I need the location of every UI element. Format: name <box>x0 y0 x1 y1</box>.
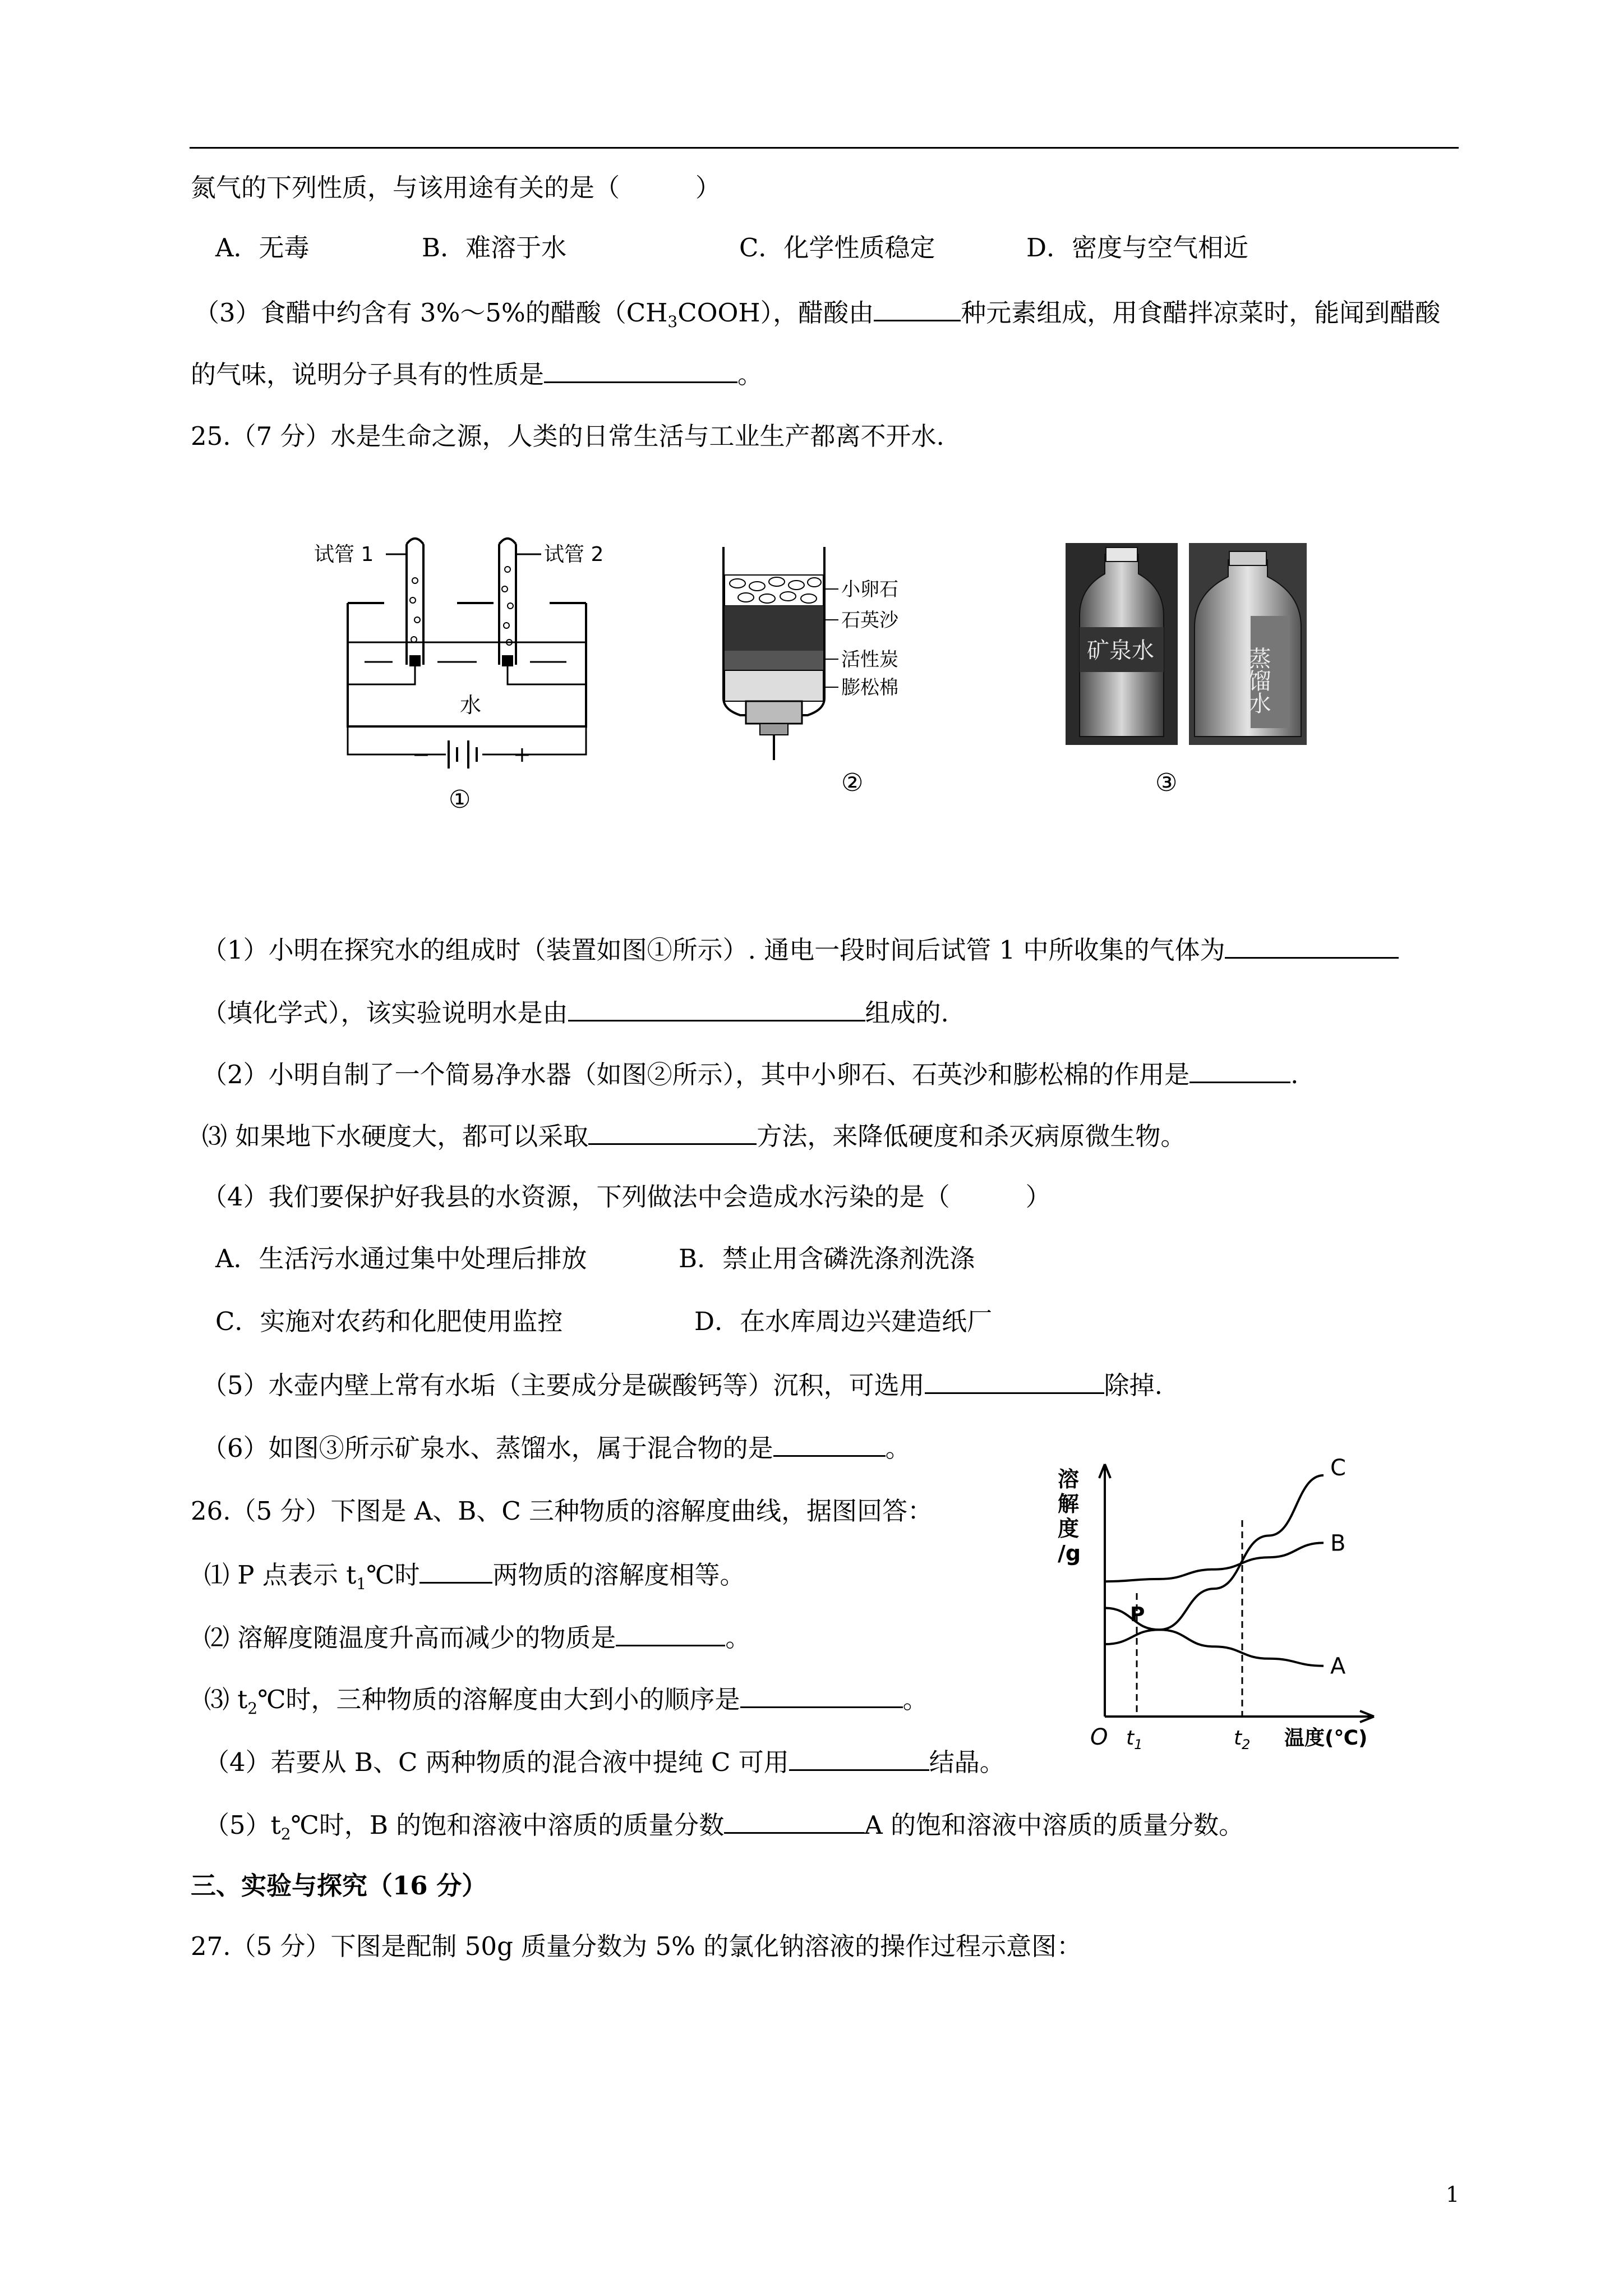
q25-part2-text-b: . <box>1290 1060 1299 1089</box>
q24-part3-text-b: COOH），醋酸由 <box>677 298 874 328</box>
q26-part2-text-a: ⑵ 溶解度随温度升高而减少的物质是 <box>204 1623 616 1653</box>
q25-part4-option-b: B．禁止用含磷洗涤剂洗涤 <box>679 1244 975 1273</box>
q26-part4-text-b: 结晶。 <box>929 1747 1005 1777</box>
q24-option-a: A．无毒 <box>215 233 310 263</box>
q24-part3-text-a: （3）食醋中约含有 3%～5%的醋酸（CH <box>194 298 668 328</box>
q26-part1-text-b: ℃时 <box>366 1560 420 1590</box>
q25-part1-line1 <box>202 931 1399 967</box>
q26-part5-text-c: A 的饱和溶液中溶质的质量分数。 <box>864 1810 1244 1840</box>
q24-part3-subscript: 3 <box>667 312 678 331</box>
figure-2-label: ② <box>841 769 864 797</box>
tube-2-label: 试管 2 <box>544 543 604 566</box>
answer-blank[interactable] <box>568 994 865 1022</box>
answer-blank[interactable] <box>544 356 737 383</box>
q24-part3-line2 <box>191 356 763 392</box>
q24-option-b: B．难溶于水 <box>422 233 567 263</box>
tube-1-label: 试管 1 <box>314 543 374 566</box>
q25-part5-text-a: （5）水壶内壁上常有水垢（主要成分是碳酸钙等）沉积，可选用 <box>202 1370 925 1400</box>
q26-part1-text-a: ⑴ P 点表示 t <box>204 1560 357 1590</box>
answer-blank[interactable] <box>419 1556 492 1584</box>
q26-part5-text-b: ℃时，B 的饱和溶液中溶质的质量分数 <box>291 1810 725 1840</box>
q26-part3-subscript: 2 <box>247 1699 258 1718</box>
cotton-layer <box>725 670 823 701</box>
q25-part2 <box>202 1056 1298 1092</box>
q25-part1-text-c: 组成的. <box>865 998 949 1028</box>
q25-part6 <box>202 1429 911 1465</box>
solubility-curve-chart <box>1060 1453 1408 1756</box>
electrolysis-apparatus-figure <box>314 527 617 774</box>
q26-part3-text-b: ℃时，三种物质的溶解度由大到小的顺序是 <box>257 1685 740 1714</box>
q26-part3 <box>204 1681 928 1726</box>
q24-part3-line1 <box>194 294 1440 339</box>
cotton-label: 膨松棉 <box>841 677 898 699</box>
q25-part4-option-d: D．在水库周边兴建造纸厂 <box>694 1306 993 1336</box>
quartz-sand-label: 石英沙 <box>841 609 898 632</box>
bottles-photo-figure <box>1066 543 1312 745</box>
q25-part5 <box>202 1366 1163 1402</box>
pebble-label: 小卵石 <box>841 578 898 601</box>
answer-blank[interactable] <box>925 1366 1104 1394</box>
q25-part1-text-a: （1）小明在探究水的组成时（装置如图①所示）. 通电一段时间后试管 1 中所收集的气体为 <box>202 935 1225 965</box>
curve-label-A: A <box>1330 1653 1346 1680</box>
q25-part1-line2 <box>202 994 949 1030</box>
t2-tick-label: $t_2$ <box>1234 1727 1251 1752</box>
q25-part4-option-c: C．实施对农药和化肥使用监控 <box>215 1306 563 1336</box>
curve-label-C: C <box>1330 1455 1346 1481</box>
q26-part1-text-c: 两物质的溶解度相等。 <box>492 1560 745 1590</box>
q24-part3-text-c: 种元素组成，用食醋拌凉菜时，能闻到醋酸 <box>961 298 1441 328</box>
y-axis-label-line1: 溶 <box>1058 1467 1080 1492</box>
q26-part3-text-a: ⑶ t <box>204 1685 248 1714</box>
curve-label-B: B <box>1330 1530 1346 1557</box>
section-3-title: 三、实验与探究（16 分） <box>191 1871 487 1901</box>
water-filter-figure <box>712 547 959 783</box>
q26-part2-text-b: 。 <box>725 1623 751 1653</box>
curve-B <box>1105 1543 1324 1581</box>
activated-carbon-label: 活性炭 <box>841 648 898 671</box>
water-label: 水 <box>460 693 482 717</box>
q25-part4: （4）我们要保护好我县的水资源，下列做法中会造成水污染的是（ ） <box>202 1182 1051 1212</box>
test-tube-2 <box>499 539 516 665</box>
q25-part3 <box>202 1117 1186 1153</box>
q25-part5-text-b: 除掉. <box>1104 1370 1163 1400</box>
activated-carbon-layer <box>725 651 823 670</box>
y-axis-label-line2: 解 <box>1058 1492 1080 1516</box>
q26-part2 <box>204 1619 750 1655</box>
figure-1-label: ① <box>449 785 471 814</box>
q25-part6-text-a: （6）如图③所示矿泉水、蒸馏水，属于混合物的是 <box>202 1433 773 1463</box>
q26-part1 <box>204 1556 745 1601</box>
q25-part4-option-a: A．生活污水通过集中处理后排放 <box>215 1244 587 1273</box>
q26-part4-text-a: （4）若要从 B、C 两种物质的混合液中提纯 C 可用 <box>204 1747 789 1777</box>
answer-blank[interactable] <box>740 1681 903 1708</box>
t1-tick-label: $t_1$ <box>1126 1727 1143 1752</box>
q27-title: 27.（5 分）下图是配制 50g 质量分数为 5% 的氯化钠溶液的操作过程示意图： <box>191 1931 1082 1961</box>
q25-part3-text-a: ⑶ 如果地下水硬度大，都可以采取 <box>202 1121 589 1151</box>
figure-3-label: ③ <box>1155 769 1178 797</box>
y-axis-label-line4: /g <box>1058 1541 1081 1566</box>
q26-part5-subscript: 2 <box>280 1825 291 1843</box>
q26-title: 26.（5 分）下图是 A、B、C 三种物质的溶解度曲线，据图回答： <box>191 1496 933 1526</box>
q26-part5-text-a: （5）t <box>204 1810 281 1840</box>
answer-blank[interactable] <box>616 1619 725 1646</box>
answer-blank[interactable] <box>1189 1056 1290 1083</box>
q26-part1-subscript: 1 <box>356 1575 367 1593</box>
page-number: 1 <box>1446 2182 1460 2207</box>
quartz-sand-layer <box>725 606 823 651</box>
answer-blank[interactable] <box>773 1429 886 1457</box>
mineral-water-bottle-text: 矿泉水 <box>1087 638 1154 664</box>
q25-part3-text-b: 方法，来降低硬度和杀灭病原微生物。 <box>757 1121 1186 1151</box>
answer-blank[interactable] <box>789 1743 929 1771</box>
origin-label: O <box>1090 1724 1108 1750</box>
answer-blank[interactable] <box>1225 931 1399 959</box>
q26-part3-text-c: 。 <box>902 1685 928 1714</box>
positive-terminal-label: + <box>513 742 531 767</box>
q24-option-c: C．化学性质稳定 <box>739 233 935 263</box>
q24-intro: 氮气的下列性质，与该用途有关的是（ ） <box>191 173 721 203</box>
q26-part4 <box>204 1743 1005 1779</box>
q25-part6-text-b: 。 <box>885 1433 911 1463</box>
negative-terminal-label: − <box>412 742 430 767</box>
x-axis-label: 温度(℃) <box>1284 1727 1368 1750</box>
answer-blank[interactable] <box>724 1806 864 1834</box>
header-rule <box>190 147 1459 149</box>
answer-blank[interactable] <box>874 294 961 321</box>
q24-part3-text-d: 的气味，说明分子具有的性质是 <box>191 360 545 389</box>
electrode-1 <box>409 655 421 666</box>
q26-part5 <box>204 1806 1244 1851</box>
point-p-label: P <box>1130 1603 1145 1626</box>
q25-part1-text-b: （填化学式），该实验说明水是由 <box>202 998 568 1028</box>
answer-blank[interactable] <box>588 1117 757 1145</box>
y-axis-label-line3: 度 <box>1058 1516 1080 1541</box>
q24-part3-text-e: 。 <box>737 360 763 389</box>
q25-part2-text-a: （2）小明自制了一个简易净水器（如图②所示），其中小卵石、石英沙和膨松棉的作用是 <box>202 1060 1190 1089</box>
q24-option-d: D．密度与空气相近 <box>1026 233 1249 263</box>
electrode-2 <box>502 655 513 666</box>
q25-title: 25.（7 分）水是生命之源，人类的日常生活与工业生产都离不开水. <box>191 421 944 451</box>
distilled-water-bottle-text: 蒸馏水 <box>1245 647 1271 714</box>
